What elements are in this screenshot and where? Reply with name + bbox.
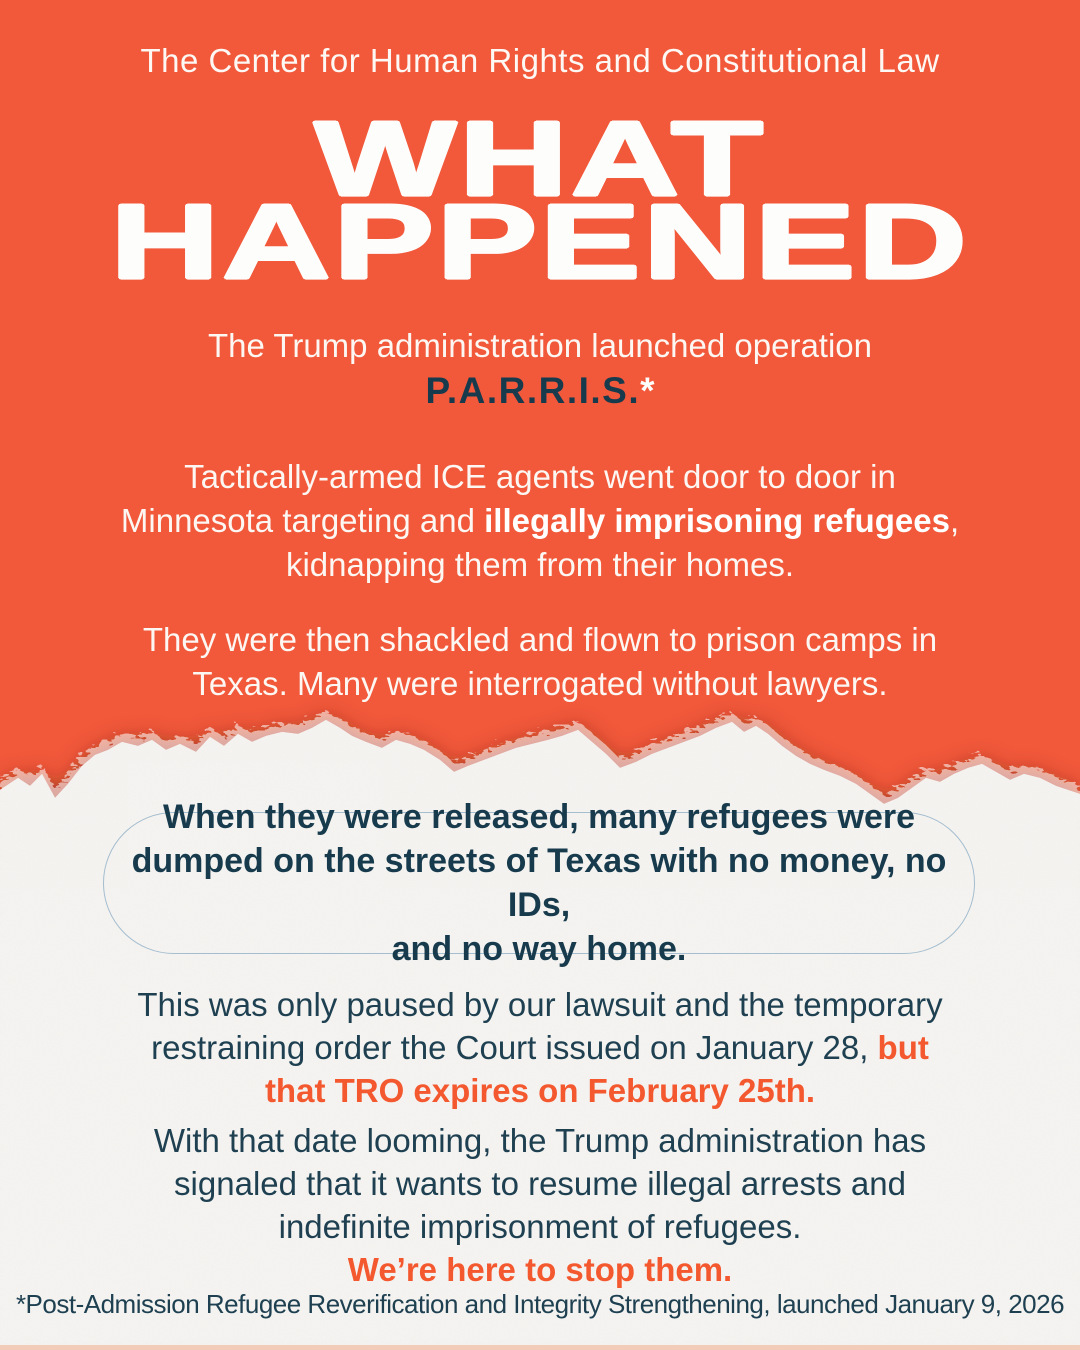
org-banner: The Center for Human Rights and Constitutional Law bbox=[140, 42, 940, 79]
bottom-strip bbox=[0, 1345, 1080, 1350]
paragraph-shackled: They were then shackled and flown to prison camps in Texas. Many were interrogated without lawyers. bbox=[142, 621, 938, 702]
intro-paragraph: The Trump administration launched operation P.A.R.R.I.S.* bbox=[207, 327, 873, 411]
paragraph-looming: With that date looming, the Trump administration has signaled that it wants to resume illegal arrests and indefinite imprisonment of refugees. We’re here to stop them. bbox=[153, 1122, 927, 1288]
paragraph-ice-raids: Tactically-armed ICE agents went door to door in Minnesota targeting and illegally imprisoning refugees, kidnapping them from their homes. bbox=[120, 458, 960, 583]
headline bbox=[0, 100, 1080, 301]
paragraph-tro: This was only paused by our lawsuit and the temporary restraining order the Court issued on January 28, but that TRO expires on February 25th. bbox=[137, 986, 943, 1109]
callout-text: When they were released, many refugees were dumped on the streets of Texas with no money, no IDs, and no way home. bbox=[131, 798, 947, 968]
headline-line-2: HAPPENED bbox=[110, 182, 970, 301]
headline-line-1: WHAT bbox=[314, 100, 766, 218]
footnote: *Post-Admission Refugee Reverification and Integrity Strengthening, launched January 9, 2026 bbox=[15, 1289, 1065, 1319]
callout-box bbox=[103, 798, 975, 968]
